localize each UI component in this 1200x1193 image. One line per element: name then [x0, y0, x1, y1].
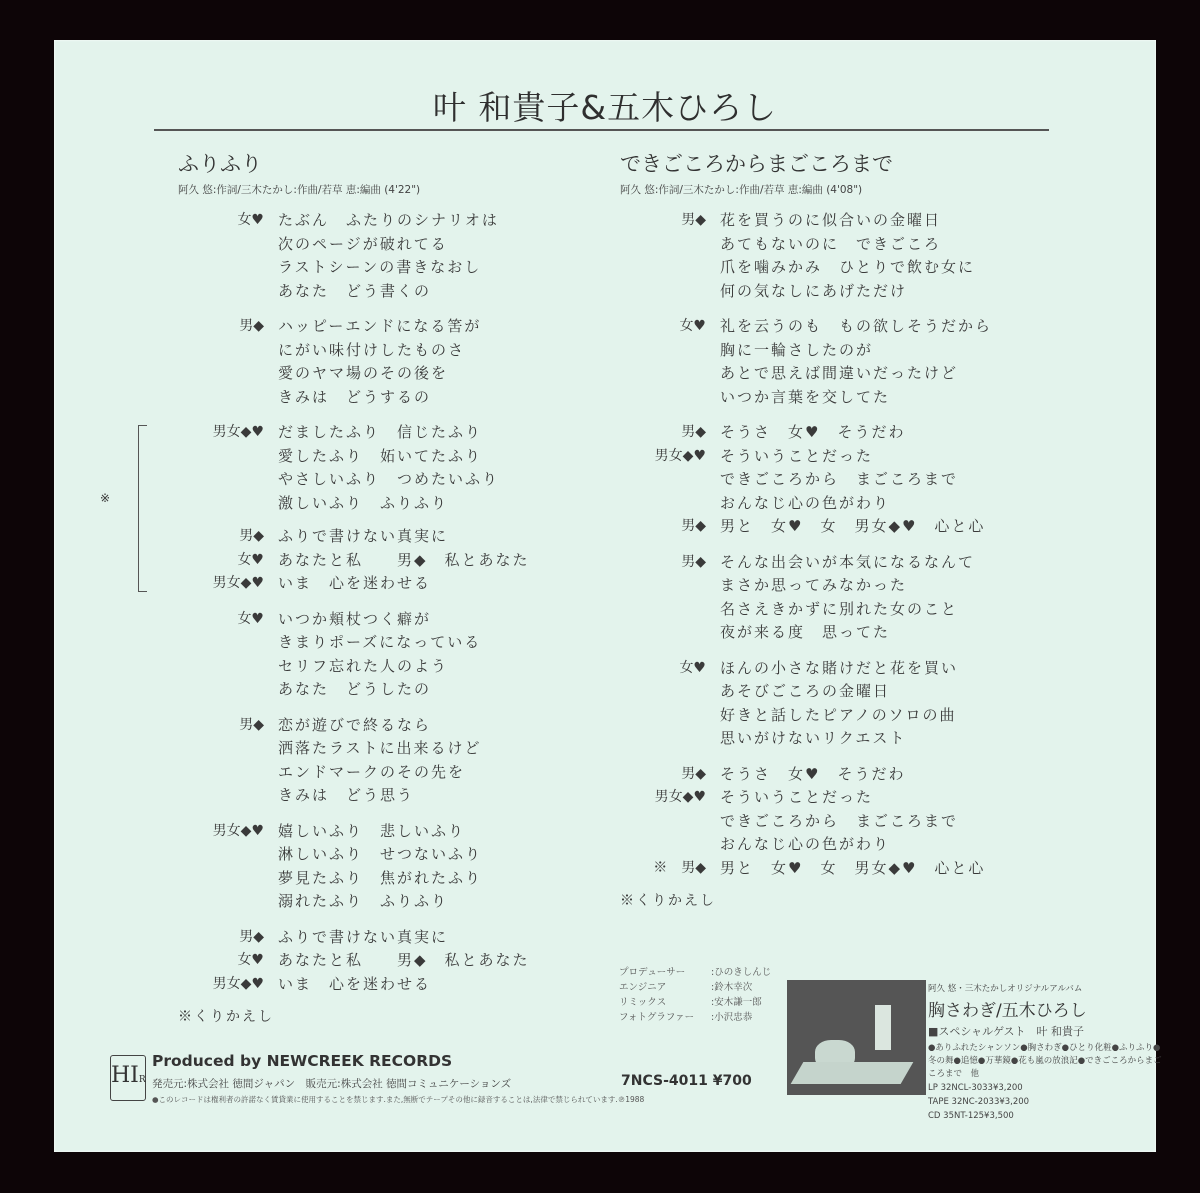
lyric-line [620, 680, 992, 704]
verse [620, 421, 992, 539]
lyric-text: できごころから まごころまで [720, 470, 959, 488]
lyric-line [620, 339, 992, 363]
label-logo-icon: HIR [110, 1055, 146, 1101]
microphone-shape [875, 1005, 891, 1050]
lyric-text: 愛したふり 妬いてたふり [278, 446, 483, 465]
lyric-line [620, 763, 992, 787]
lyric-text: 男と 女♥ 女 男女◆♥ 心と心 [720, 858, 986, 877]
lyric-line [178, 549, 530, 573]
lyric-text: そういうことだった [720, 788, 874, 806]
lyric-line [178, 362, 530, 386]
singer-label [178, 737, 278, 761]
singer-label: 女♥ [679, 318, 706, 334]
singer-label [620, 704, 720, 728]
album-ad [928, 982, 1168, 1123]
singer-label [620, 727, 720, 751]
lyric-line [620, 786, 992, 810]
lyric-line [620, 598, 992, 622]
singer-label: 男◆ [681, 212, 706, 228]
lyric-line [620, 574, 992, 598]
lyric-text: そうさ 女♥ そうだわ [720, 764, 906, 783]
lyric-line [178, 445, 530, 469]
distribution: 発売元:株式会社 徳間ジャパン 販売元:株式会社 徳間コミュニケーションズ [152, 1078, 512, 1090]
lyric-line [620, 621, 992, 645]
lyric-text: セリフ忘れた人のよう [278, 656, 449, 675]
produced-by: Produced by NEWCREEK RECORDS [152, 1052, 453, 1070]
lyric-line [178, 714, 530, 738]
lyric-line [178, 973, 530, 997]
singer-label [178, 362, 278, 386]
lyric-text: 淋しいふり せつないふり [278, 845, 483, 863]
lyric-line [620, 315, 992, 339]
lyric-line [620, 551, 992, 575]
lyric-line [178, 655, 530, 679]
lyric-text: ふりで書けない真実に [278, 527, 449, 545]
singer-label: ※ 男◆ [653, 859, 706, 876]
singer-label: 女♥ [237, 551, 264, 568]
lyric-text: そういうことだった [720, 446, 874, 465]
singer-label: 男女◆♥ [654, 447, 706, 464]
singer-label: 男◆ [681, 553, 706, 570]
artist-title: 叶 和貴子&五木ひろし [432, 88, 778, 127]
verse [178, 315, 530, 409]
singer-label [620, 833, 720, 857]
lyric-line [620, 857, 992, 881]
lyric-line [178, 843, 530, 867]
lyric-line [178, 737, 530, 761]
singer-label: 男女◆♥ [212, 975, 264, 992]
lyric-text: 思いがけないリクエスト [720, 729, 907, 747]
lyric-text: きみは どう思う [278, 786, 415, 804]
lyric-text: あてもないのに できごころ [720, 234, 942, 253]
lyric-text: ふりで書けない真実に [278, 927, 449, 946]
album-format-cd: CD 35NT-125¥3,500 [928, 1111, 1014, 1121]
copyright-notice: ●このレコードは権利者の許諾なく賃貸業に使用することを禁じます.また,無断でテープその他に録音することは,法律で禁じられています.℗1988 [152, 1095, 645, 1104]
lyric-text: きみは どうするの [278, 387, 432, 406]
singer-arm-shape [791, 1062, 914, 1084]
singer-label: 男◆ [681, 765, 706, 782]
album-name: 胸さわぎ/五木ひろし [928, 1001, 1087, 1021]
verse [620, 763, 992, 881]
lyric-text: あなたと私 男◆ 私とあなた [278, 951, 530, 969]
lyric-line [620, 233, 992, 257]
lyric-text: あとで思えば間違いだったけど [720, 364, 959, 382]
singer-label [178, 386, 278, 410]
lyric-text: そんな出会いが本気になるなんて [720, 552, 976, 571]
verse [178, 820, 530, 914]
singer-label: 男女◆♥ [212, 575, 264, 591]
album-photo [787, 980, 926, 1095]
lyric-line [620, 704, 992, 728]
lyric-line [178, 515, 530, 525]
singer-label: 男◆ [681, 518, 706, 534]
lyric-text: 愛のヤマ場のその後を [278, 364, 449, 382]
singer-label [178, 492, 278, 516]
lyric-line [178, 761, 530, 785]
lyric-line [620, 445, 992, 469]
lyric-text: 男と 女♥ 女 男女◆♥ 心と心 [720, 517, 986, 535]
singer-label: 男女◆♥ [654, 789, 706, 805]
lyric-line [178, 926, 530, 950]
lyric-line [178, 631, 530, 655]
lyric-line [178, 468, 530, 492]
lyric-text: 好きと話したピアノのソロの曲 [720, 705, 957, 724]
verse [178, 209, 530, 303]
lyric-line [620, 209, 992, 233]
singer-label [178, 761, 278, 785]
record-sleeve [54, 40, 1162, 1152]
singer-label: 男◆ [239, 318, 264, 334]
lyric-text: エンドマークのその先を [278, 762, 466, 781]
lyric-text: 爪を噛みかみ ひとりで飲む女に [720, 258, 976, 276]
singer-label [620, 362, 720, 386]
lyric-line [178, 867, 530, 891]
singer-label: 男◆ [239, 928, 264, 945]
lyric-line [620, 833, 992, 857]
singer-label [620, 574, 720, 598]
lyric-line [178, 949, 530, 973]
lyric-text: 洒落たラストに出来るけど [278, 739, 482, 757]
staff-credits: プロデューサー :ひのきしんじ エンジニア :鈴木幸次 リミックス :安木謙一郎 フォトグラファー :小沢忠恭 [619, 967, 772, 1023]
album-format-tape: TAPE 32NC-2033¥3,200 [928, 1097, 1030, 1107]
singer-label [178, 280, 278, 304]
singer-label [620, 233, 720, 257]
singer-label: 女♥ [237, 610, 264, 627]
lyric-text: あそびごころの金曜日 [720, 682, 891, 700]
song-credits: 阿久 悠:作詞/三木たかし:作曲/若草 恵:編曲 (4'22") [178, 184, 421, 196]
singer-label [620, 492, 720, 516]
lyric-text: だましたふり 信じたふり [278, 423, 483, 441]
lyric-text: ハッピーエンドになる筈が [278, 317, 482, 335]
lyric-text: 恋が遊びで終るなら [278, 715, 432, 734]
lyric-line [178, 608, 530, 632]
singer-label [178, 784, 278, 808]
singer-label [620, 468, 720, 492]
lyric-line [178, 256, 530, 280]
song-title: ふりふり [178, 152, 262, 176]
lyric-text: 礼を云うのも もの欲しそうだから [720, 317, 993, 335]
album-guest: ■スペシャルゲスト 叶 和貴子 [928, 1025, 1085, 1038]
song-credits: 阿久 悠:作詞/三木たかし:作曲/若草 恵:編曲 (4'08") [620, 184, 863, 196]
lyric-line [178, 678, 530, 702]
lyric-line [620, 280, 992, 304]
lyric-line [620, 492, 992, 516]
lyric-line [178, 525, 530, 549]
lyric-line [620, 468, 992, 492]
singer-label [178, 843, 278, 867]
singer-label [620, 621, 720, 645]
lyric-line [620, 657, 992, 681]
singer-label [620, 810, 720, 834]
lyric-text: にがい味付けしたものさ [278, 340, 466, 359]
singer-label [620, 256, 720, 280]
lyric-text: 胸に一輪さしたのが [720, 340, 874, 359]
lyric-text: 溺れたふり ふりふり [278, 892, 449, 910]
lyric-line [178, 492, 530, 516]
lyric-line [178, 386, 530, 410]
singer-label [178, 233, 278, 257]
lyric-text: あなた どう書くの [278, 281, 432, 300]
lyric-text: ラストシーンの書きなおし [278, 258, 482, 276]
singer-label: 男◆ [681, 424, 706, 440]
title-divider [154, 129, 1049, 131]
lyric-text: 名さえきかずに別れた女のこと [720, 599, 959, 618]
lyric-text: 何の気なしにあげただけ [720, 281, 908, 300]
song-dekigokoro [620, 148, 992, 910]
lyric-text: そうさ 女♥ そうだわ [720, 423, 906, 441]
lyric-line [178, 315, 530, 339]
lyric-text: 花を買うのに似合いの金曜日 [720, 211, 942, 229]
album-format-lp: LP 32NCL-3033¥3,200 [928, 1083, 1023, 1093]
singer-label: 男女◆♥ [212, 822, 264, 839]
verse [178, 714, 530, 808]
singer-label [178, 256, 278, 280]
verse [620, 209, 992, 303]
lyric-line [178, 339, 530, 363]
lyric-line [178, 209, 530, 233]
lyric-line [178, 890, 530, 914]
lyric-text: ほんの小さな賭けだと花を買い [720, 658, 959, 677]
lyric-text: まさか思ってみなかった [720, 576, 908, 594]
lyric-text: 激しいふり ふりふり [278, 493, 449, 512]
lyric-text: あなた どうしたの [278, 680, 432, 698]
singer-label [178, 339, 278, 363]
lyric-text: 次のページが破れてる [278, 234, 448, 253]
lyric-line [620, 810, 992, 834]
repeat-note: ※くりかえし [178, 1009, 274, 1025]
lyric-text: いつか言葉を交してた [720, 387, 891, 406]
lyrics [100, 209, 530, 996]
lyric-line [178, 572, 530, 596]
lyric-line [620, 515, 992, 539]
singer-label: 男女◆♥ [212, 424, 264, 440]
lyric-text: いつか頬杖つく癖が [278, 609, 432, 628]
singer-label [178, 515, 278, 525]
lyric-line [178, 233, 530, 257]
singer-label [178, 890, 278, 914]
chorus-bracket [138, 425, 147, 592]
singer-label: 女♥ [237, 952, 264, 968]
lyric-line [620, 362, 992, 386]
singer-label: 女♥ [679, 659, 706, 676]
lyric-line [178, 820, 530, 844]
singer-label [620, 598, 720, 622]
lyric-line [178, 280, 530, 304]
verse [178, 608, 530, 702]
catalog-number: 7NCS-4011 ¥700 [621, 1073, 752, 1089]
verse [620, 315, 992, 409]
lyric-text: あなたと私 男◆ 私とあなた [278, 550, 530, 569]
lyric-text: 嬉しいふり 悲しいふり [278, 821, 466, 840]
album-subtitle: 阿久 悠・三木たかしオリジナルアルバム [928, 984, 1083, 994]
lyric-line [620, 727, 992, 751]
singer-label [620, 386, 720, 410]
lyric-text: いま 心を迷わせる [278, 574, 432, 592]
lyric-line [620, 386, 992, 410]
lyric-text: おんなじ心の色がわり [720, 493, 891, 512]
singer-label [178, 445, 278, 469]
chorus-mark: ※ [100, 491, 111, 505]
verse [100, 421, 530, 596]
lyric-line [178, 784, 530, 808]
lyric-line [178, 421, 530, 445]
lyrics [620, 209, 992, 880]
verse [178, 926, 530, 997]
lyric-text: 夢見たふり 焦がれたふり [278, 868, 483, 887]
singer-label: 男◆ [239, 528, 264, 544]
repeat-note: ※くりかえし [620, 893, 716, 909]
verse [620, 657, 992, 751]
verse [620, 551, 992, 645]
singer-label [620, 680, 720, 704]
singer-label [178, 468, 278, 492]
lyric-text: おんなじ心の色がわり [720, 835, 891, 853]
singer-label: 男◆ [239, 716, 264, 733]
lyric-text: できごころから まごころまで [720, 811, 959, 830]
lyric-text: きまりポーズになっている [278, 633, 482, 651]
song-furifuri [100, 148, 530, 1026]
album-tracks: ●ありふれたシャンソン●胸さわぎ●ひとり化粧●ふりふり●冬の舞●追憶●万華鏡●花も嵐の放浪記●できごころからまごころまで 他 [928, 1043, 1162, 1079]
singer-label [178, 655, 278, 679]
singer-label [178, 631, 278, 655]
singer-label [178, 867, 278, 891]
lyric-text: たぶん ふたりのシナリオは [278, 211, 499, 229]
song-title: できごころからまごころまで [620, 152, 893, 176]
singer-label [620, 280, 720, 304]
lyric-text: やさしいふり つめたいふり [278, 470, 500, 488]
singer-label [620, 339, 720, 363]
lyric-text: いま 心を迷わせる [278, 974, 432, 993]
lyric-line [620, 256, 992, 280]
singer-label [178, 678, 278, 702]
lyric-text: 夜が来る度 思ってた [720, 623, 891, 641]
singer-label: 女♥ [237, 212, 264, 228]
lyric-line [620, 421, 992, 445]
